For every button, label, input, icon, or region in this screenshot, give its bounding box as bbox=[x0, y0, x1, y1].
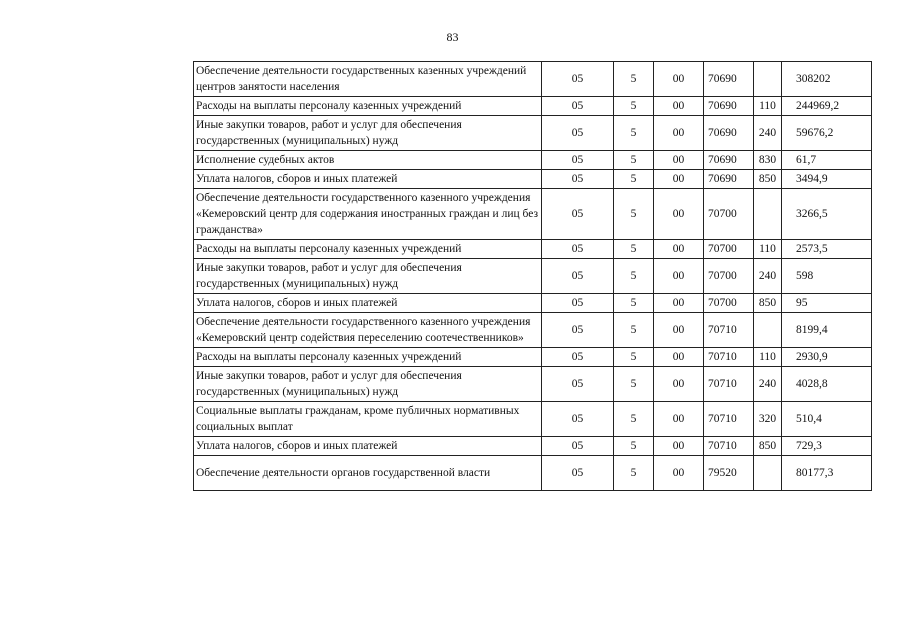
row-program-cell: 5 bbox=[614, 170, 654, 189]
row-subprogram-cell: 00 bbox=[654, 437, 704, 456]
row-name-cell: Уплата налогов, сборов и иных платежей bbox=[194, 437, 542, 456]
row-amount-cell: 244969,2 bbox=[782, 97, 872, 116]
row-section-cell: 05 bbox=[542, 348, 614, 367]
row-expense-type-cell: 850 bbox=[754, 294, 782, 313]
row-amount-cell: 59676,2 bbox=[782, 116, 872, 151]
row-amount-cell: 8199,4 bbox=[782, 313, 872, 348]
row-subprogram-cell: 00 bbox=[654, 456, 704, 491]
table-row bbox=[194, 367, 872, 402]
row-section-cell: 05 bbox=[542, 240, 614, 259]
row-target-item-cell: 70690 bbox=[704, 116, 754, 151]
budget-table bbox=[193, 61, 872, 491]
row-name-cell: Социальные выплаты гражданам, кроме публичных нормативных социальных выплат bbox=[194, 402, 542, 437]
table-row bbox=[194, 437, 872, 456]
row-target-item-cell: 70700 bbox=[704, 189, 754, 240]
row-subprogram-cell: 00 bbox=[654, 170, 704, 189]
row-target-item-cell: 70700 bbox=[704, 259, 754, 294]
row-program-cell: 5 bbox=[614, 348, 654, 367]
table-row bbox=[194, 313, 872, 348]
row-amount-cell: 3266,5 bbox=[782, 189, 872, 240]
row-name-cell: Расходы на выплаты персоналу казенных учреждений bbox=[194, 348, 542, 367]
row-expense-type-cell: 110 bbox=[754, 240, 782, 259]
row-section-cell: 05 bbox=[542, 62, 614, 97]
row-expense-type-cell: 830 bbox=[754, 151, 782, 170]
row-subprogram-cell: 00 bbox=[654, 367, 704, 402]
row-target-item-cell: 70710 bbox=[704, 437, 754, 456]
row-section-cell: 05 bbox=[542, 116, 614, 151]
row-target-item-cell: 79520 bbox=[704, 456, 754, 491]
row-subprogram-cell: 00 bbox=[654, 402, 704, 437]
row-target-item-cell: 70710 bbox=[704, 313, 754, 348]
row-target-item-cell: 70710 bbox=[704, 402, 754, 437]
table-row bbox=[194, 348, 872, 367]
row-section-cell: 05 bbox=[542, 437, 614, 456]
row-expense-type-cell: 240 bbox=[754, 116, 782, 151]
row-amount-cell: 598 bbox=[782, 259, 872, 294]
row-expense-type-cell: 320 bbox=[754, 402, 782, 437]
row-subprogram-cell: 00 bbox=[654, 151, 704, 170]
row-program-cell: 5 bbox=[614, 62, 654, 97]
row-program-cell: 5 bbox=[614, 189, 654, 240]
row-name-cell: Уплата налогов, сборов и иных платежей bbox=[194, 294, 542, 313]
row-name-cell: Иные закупки товаров, работ и услуг для обеспечения государственных (муниципальных) нужд bbox=[194, 367, 542, 402]
row-section-cell: 05 bbox=[542, 151, 614, 170]
row-program-cell: 5 bbox=[614, 259, 654, 294]
row-subprogram-cell: 00 bbox=[654, 189, 704, 240]
row-amount-cell: 95 bbox=[782, 294, 872, 313]
row-subprogram-cell: 00 bbox=[654, 259, 704, 294]
table-row bbox=[194, 151, 872, 170]
row-program-cell: 5 bbox=[614, 151, 654, 170]
row-program-cell: 5 bbox=[614, 456, 654, 491]
row-program-cell: 5 bbox=[614, 116, 654, 151]
row-target-item-cell: 70690 bbox=[704, 170, 754, 189]
row-target-item-cell: 70690 bbox=[704, 97, 754, 116]
row-section-cell: 05 bbox=[542, 402, 614, 437]
row-name-cell: Обеспечение деятельности государственного казенного учреждения «Кемеровский центр содействия переселению соотечественников» bbox=[194, 313, 542, 348]
row-program-cell: 5 bbox=[614, 313, 654, 348]
row-section-cell: 05 bbox=[542, 294, 614, 313]
row-target-item-cell: 70710 bbox=[704, 348, 754, 367]
row-program-cell: 5 bbox=[614, 437, 654, 456]
row-amount-cell: 3494,9 bbox=[782, 170, 872, 189]
row-subprogram-cell: 00 bbox=[654, 348, 704, 367]
table-row bbox=[194, 189, 872, 240]
row-expense-type-cell bbox=[754, 189, 782, 240]
table-body bbox=[194, 62, 872, 491]
row-amount-cell: 80177,3 bbox=[782, 456, 872, 491]
row-program-cell: 5 bbox=[614, 367, 654, 402]
page-number: 83 bbox=[446, 30, 459, 44]
row-amount-cell: 4028,8 bbox=[782, 367, 872, 402]
row-program-cell: 5 bbox=[614, 294, 654, 313]
row-subprogram-cell: 00 bbox=[654, 116, 704, 151]
row-amount-cell: 308202 bbox=[782, 62, 872, 97]
table-row bbox=[194, 240, 872, 259]
row-name-cell: Обеспечение деятельности государственных казенных учреждений центров занятости населения bbox=[194, 62, 542, 97]
table-row bbox=[194, 402, 872, 437]
row-name-cell: Обеспечение деятельности органов государственной власти bbox=[194, 456, 542, 491]
row-expense-type-cell: 110 bbox=[754, 97, 782, 116]
row-section-cell: 05 bbox=[542, 456, 614, 491]
row-target-item-cell: 70690 bbox=[704, 151, 754, 170]
table-row bbox=[194, 294, 872, 313]
row-expense-type-cell: 240 bbox=[754, 259, 782, 294]
row-target-item-cell: 70700 bbox=[704, 294, 754, 313]
row-expense-type-cell: 240 bbox=[754, 367, 782, 402]
row-name-cell: Иные закупки товаров, работ и услуг для обеспечения государственных (муниципальных) нужд bbox=[194, 259, 542, 294]
row-program-cell: 5 bbox=[614, 240, 654, 259]
row-section-cell: 05 bbox=[542, 259, 614, 294]
row-name-cell: Обеспечение деятельности государственного казенного учреждения «Кемеровский центр для содержания иностранных граждан и лиц без гражданства» bbox=[194, 189, 542, 240]
row-subprogram-cell: 00 bbox=[654, 62, 704, 97]
row-expense-type-cell bbox=[754, 62, 782, 97]
row-expense-type-cell: 850 bbox=[754, 170, 782, 189]
row-subprogram-cell: 00 bbox=[654, 294, 704, 313]
row-name-cell: Расходы на выплаты персоналу казенных учреждений bbox=[194, 97, 542, 116]
row-section-cell: 05 bbox=[542, 313, 614, 348]
row-program-cell: 5 bbox=[614, 402, 654, 437]
table-row bbox=[194, 456, 872, 491]
row-expense-type-cell bbox=[754, 456, 782, 491]
row-section-cell: 05 bbox=[542, 189, 614, 240]
row-program-cell: 5 bbox=[614, 97, 654, 116]
row-amount-cell: 61,7 bbox=[782, 151, 872, 170]
row-expense-type-cell: 110 bbox=[754, 348, 782, 367]
row-subprogram-cell: 00 bbox=[654, 97, 704, 116]
table-row bbox=[194, 259, 872, 294]
row-section-cell: 05 bbox=[542, 97, 614, 116]
row-name-cell: Иные закупки товаров, работ и услуг для обеспечения государственных (муниципальных) нужд bbox=[194, 116, 542, 151]
row-amount-cell: 2930,9 bbox=[782, 348, 872, 367]
row-target-item-cell: 70690 bbox=[704, 62, 754, 97]
row-expense-type-cell: 850 bbox=[754, 437, 782, 456]
table-row bbox=[194, 97, 872, 116]
row-name-cell: Расходы на выплаты персоналу казенных учреждений bbox=[194, 240, 542, 259]
row-target-item-cell: 70710 bbox=[704, 367, 754, 402]
row-amount-cell: 729,3 bbox=[782, 437, 872, 456]
table-row bbox=[194, 62, 872, 97]
row-subprogram-cell: 00 bbox=[654, 313, 704, 348]
row-amount-cell: 2573,5 bbox=[782, 240, 872, 259]
row-name-cell: Уплата налогов, сборов и иных платежей bbox=[194, 170, 542, 189]
row-section-cell: 05 bbox=[542, 170, 614, 189]
row-name-cell: Исполнение судебных актов bbox=[194, 151, 542, 170]
row-target-item-cell: 70700 bbox=[704, 240, 754, 259]
table-row bbox=[194, 116, 872, 151]
row-amount-cell: 510,4 bbox=[782, 402, 872, 437]
row-expense-type-cell bbox=[754, 313, 782, 348]
row-subprogram-cell: 00 bbox=[654, 240, 704, 259]
table-row bbox=[194, 170, 872, 189]
row-section-cell: 05 bbox=[542, 367, 614, 402]
